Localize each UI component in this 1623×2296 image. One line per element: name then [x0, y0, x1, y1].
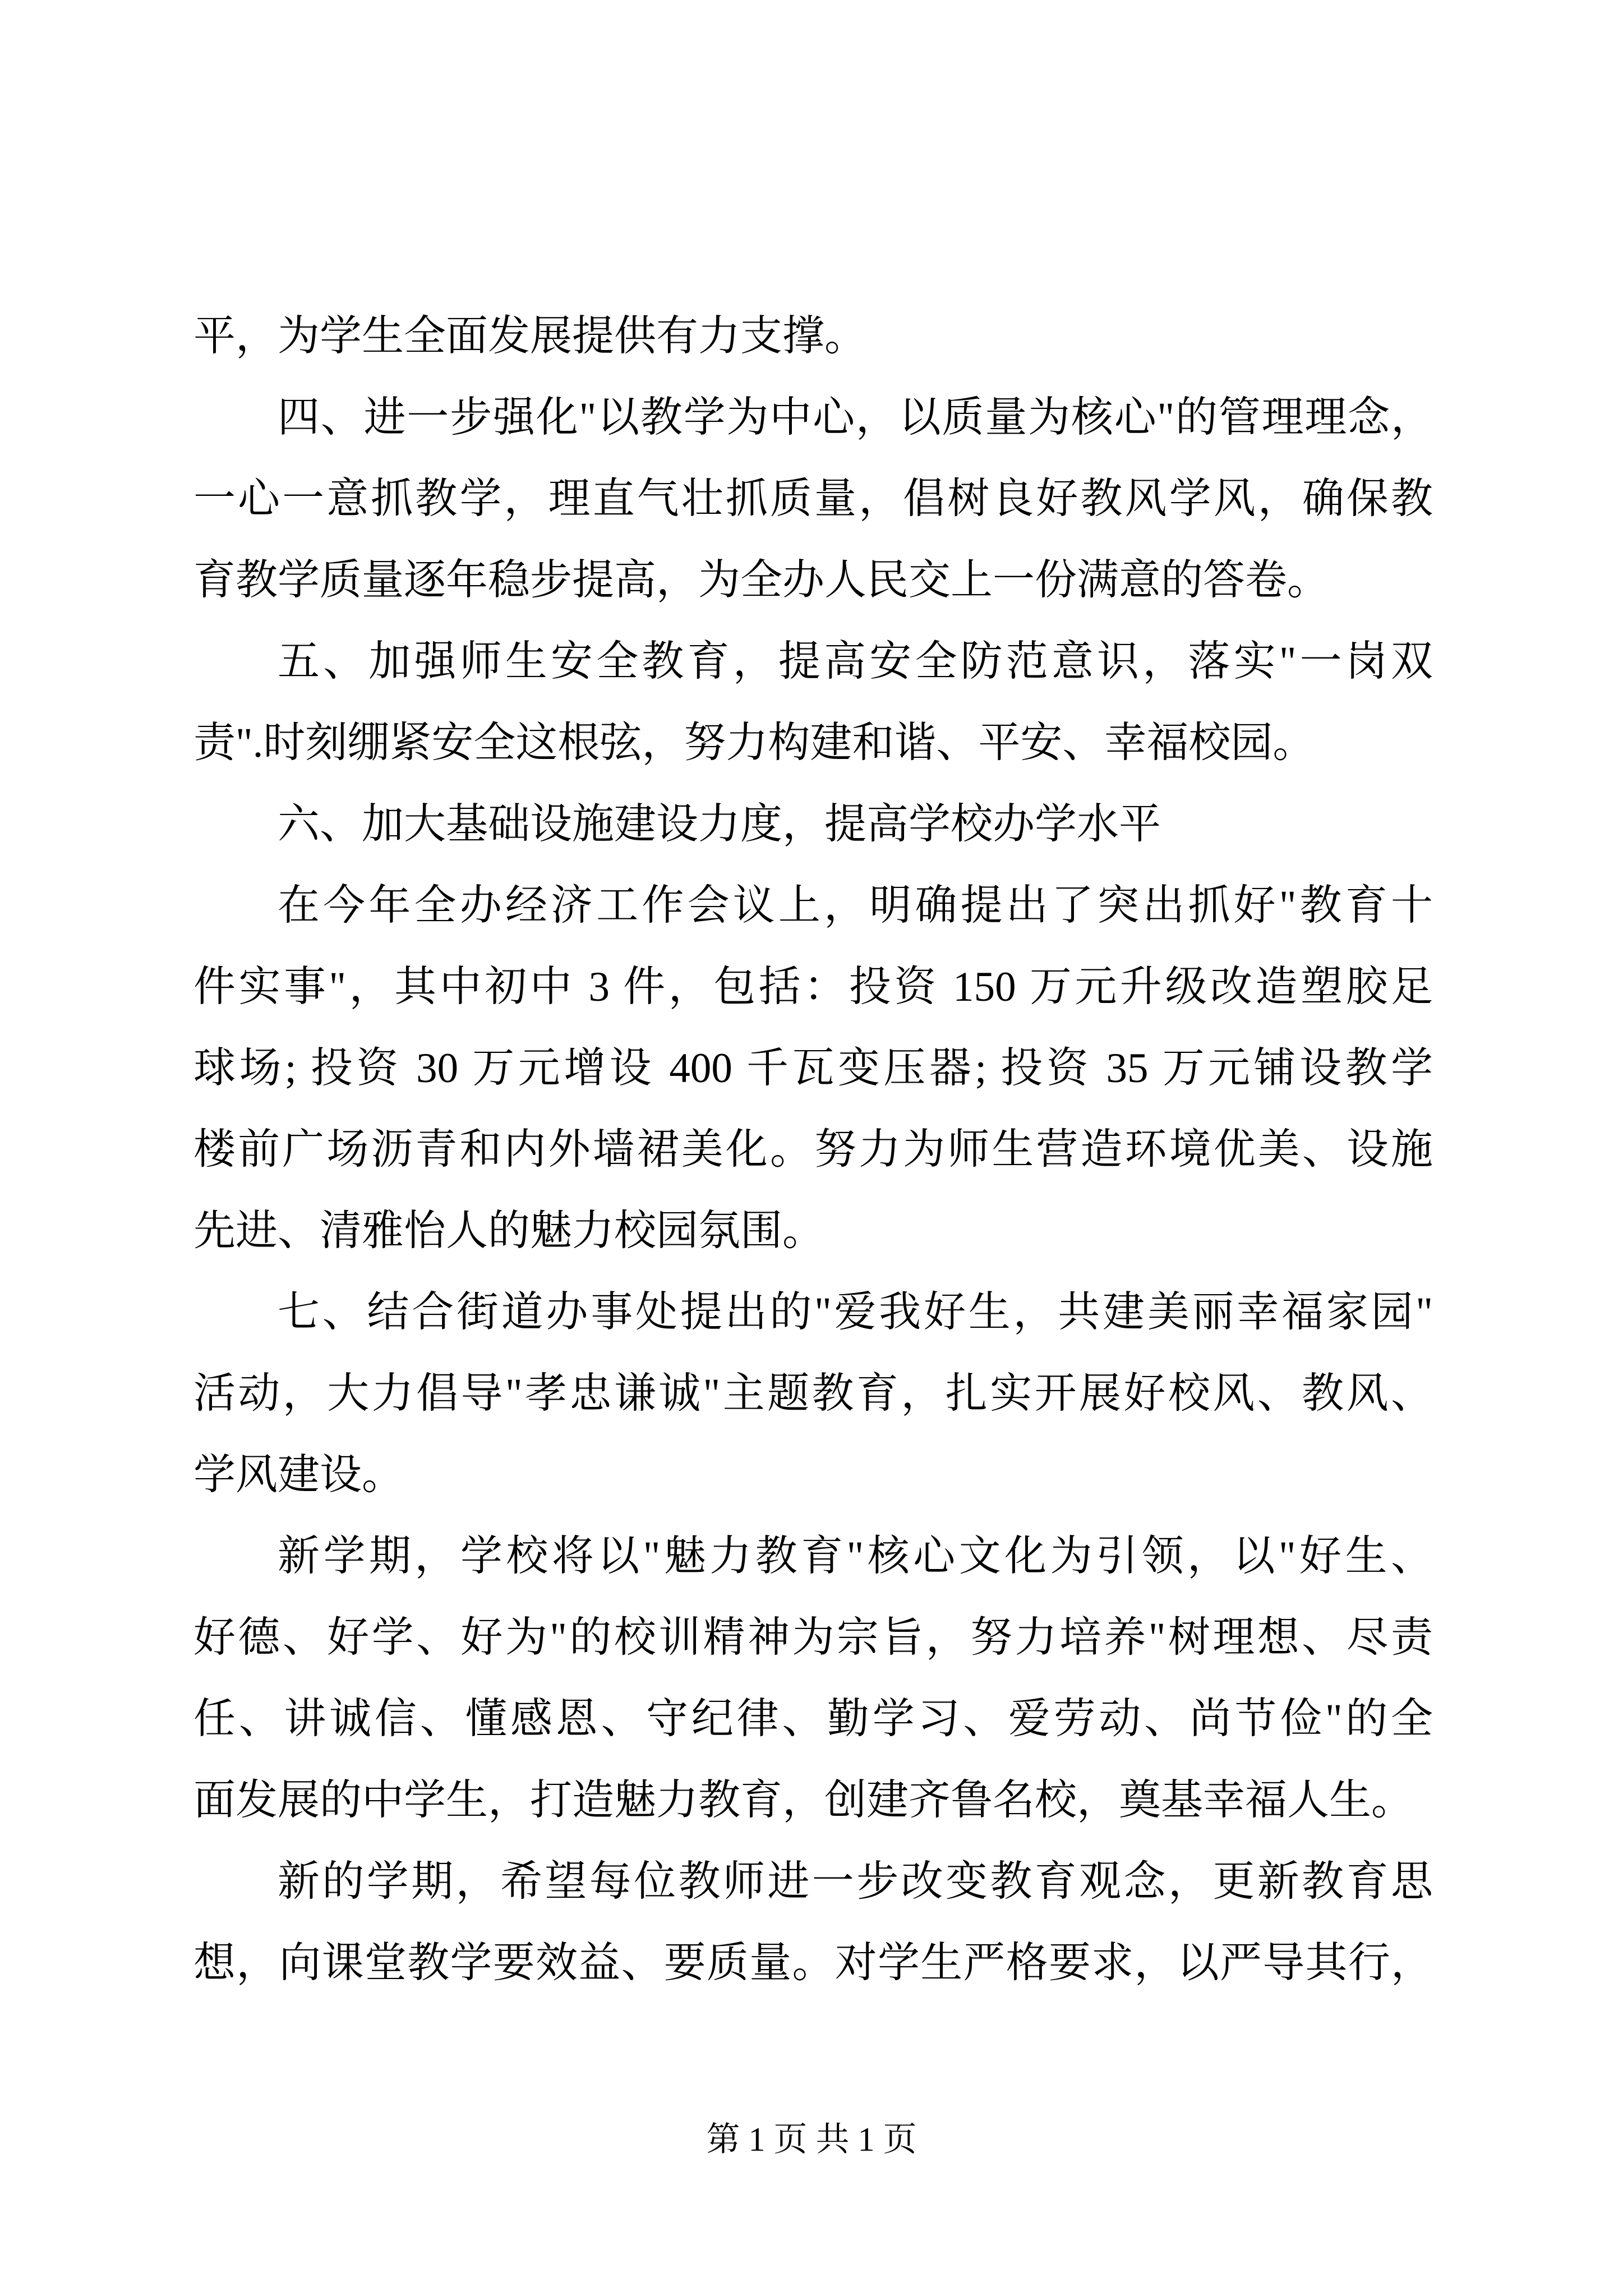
text-line: 五、加强师生安全教育，提高安全防范意识，落实"一岗双	[278, 638, 1433, 685]
text-line: 件实事"，其中初中 3 件，包括：投资 150 万元升级改造塑胶足	[193, 964, 1433, 1010]
text-line: 先进、清雅怡人的魅力校园氛围。	[193, 1208, 825, 1254]
text-line: 在今年全办经济工作会议上，明确提出了突出抓好"教育十	[278, 882, 1433, 929]
text-line: 六、加大基础设施建设力度，提高学校办学水平	[278, 801, 1161, 848]
text-line: 面发展的中学生，打造魅力教育，创建齐鲁名校，奠基幸福人生。	[193, 1777, 1414, 1824]
text-line: 平，为学生全面发展提供有力支撑。	[193, 313, 867, 360]
text-line: 育教学质量逐年稳步提高，为全办人民交上一份满意的答卷。	[193, 557, 1330, 604]
text-line: 七、结合街道办事处提出的"爱我好生，共建美丽幸福家园"	[278, 1289, 1433, 1336]
text-line: 新学期，学校将以"魅力教育"核心文化为引领，以"好生、	[278, 1533, 1433, 1580]
text-line: 任、讲诚信、懂感恩、守纪律、勤学习、爱劳动、尚节俭"的全	[193, 1696, 1433, 1742]
text-line: 一心一意抓教学，理直气壮抓质量，倡树良好教风学风，确保教	[193, 476, 1433, 522]
text-line: 责".时刻绷紧安全这根弦，努力构建和谐、平安、幸福校园。	[193, 720, 1315, 766]
text-line: 想，向课堂教学要效益、要质量。对学生严格要求，以严导其行，	[193, 1940, 1433, 1986]
text-line: 楼前广场沥青和内外墙裙美化。努力为师生营造环境优美、设施	[193, 1126, 1433, 1173]
text-line: 学风建设。	[193, 1452, 404, 1498]
text-line: 四、进一步强化"以教学为中心，以质量为核心"的管理理念，	[278, 394, 1433, 441]
text-line: 活动，大力倡导"孝忠谦诚"主题教育，扎实开展好校风、教风、	[193, 1370, 1433, 1417]
text-line: 新的学期，希望每位教师进一步改变教育观念，更新教育思	[278, 1858, 1433, 1905]
text-line: 球场; 投资 30 万元增设 400 千瓦变压器; 投资 35 万元铺设教学	[193, 1045, 1433, 1092]
text-line: 好德、好学、好为"的校训精神为宗旨，努力培养"树理想、尽责	[193, 1614, 1433, 1661]
page-footer: 第 1 页 共 1 页	[706, 2121, 917, 2158]
document-body	[193, 296, 1433, 2004]
